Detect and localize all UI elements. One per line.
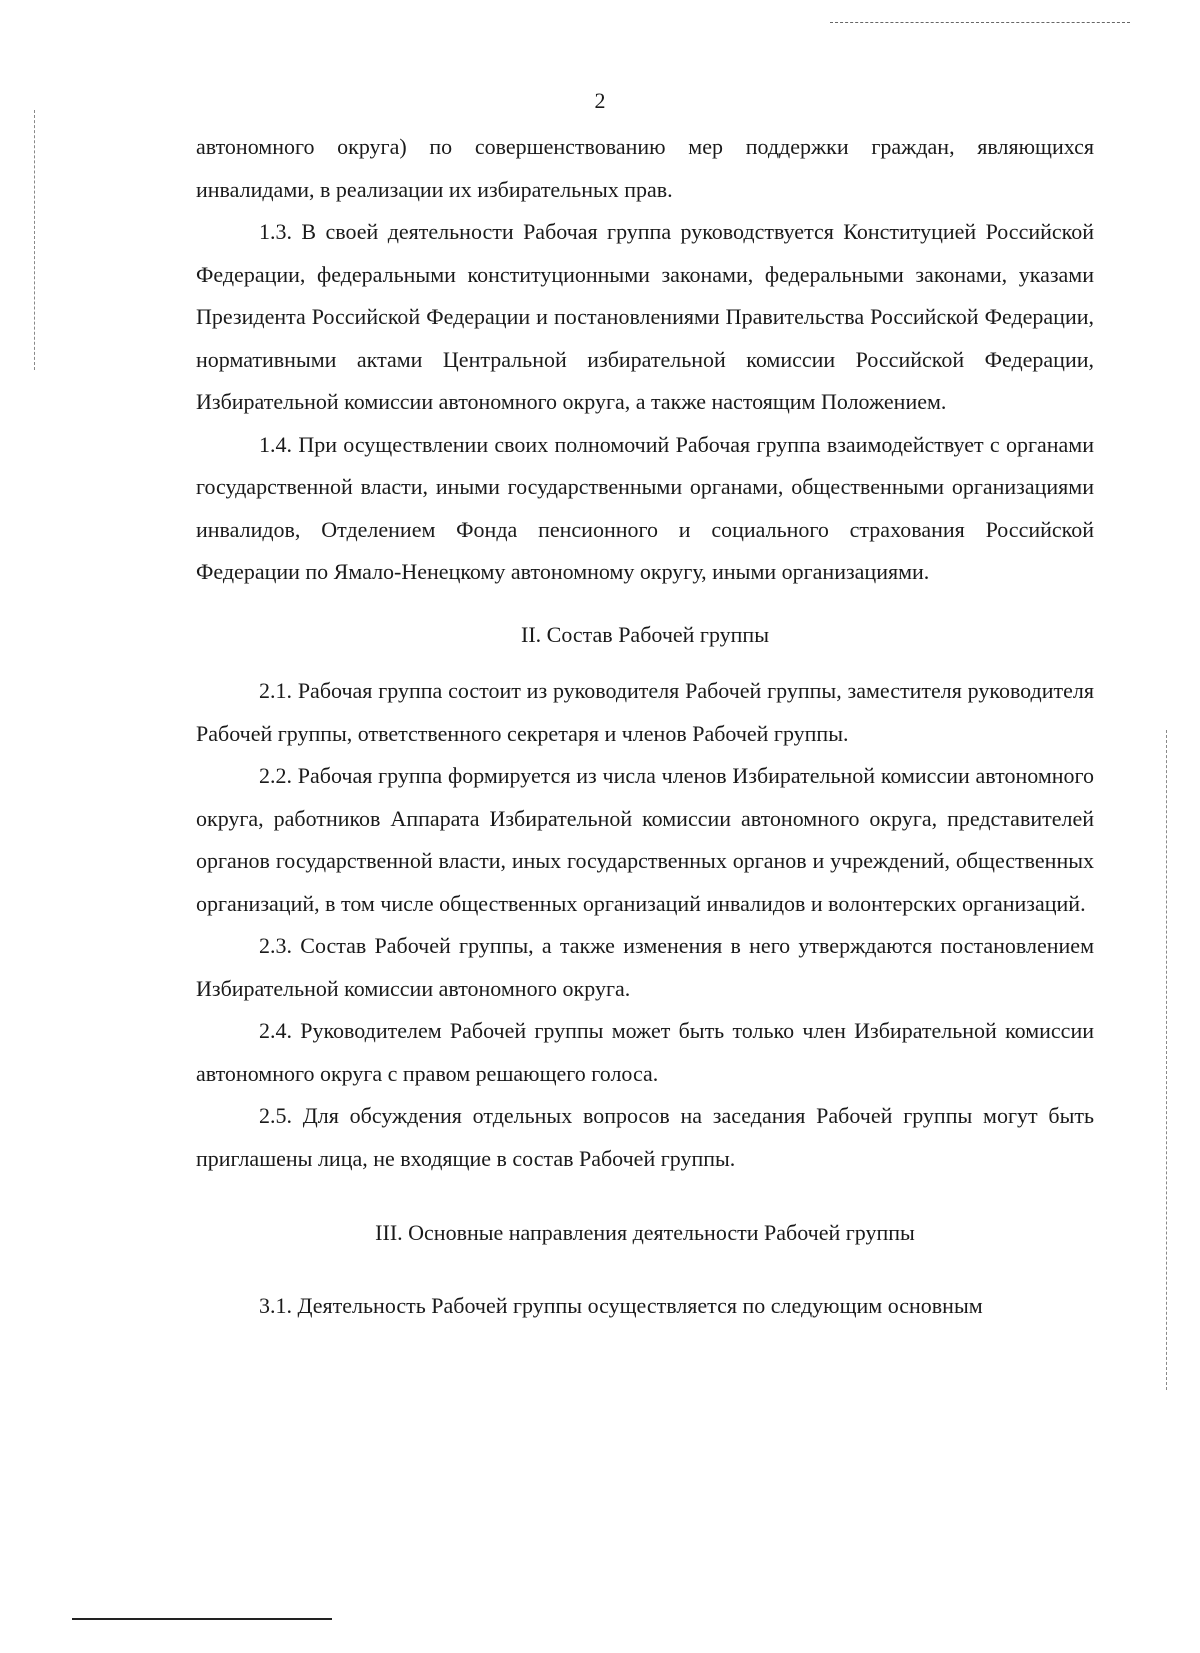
scan-artifact-left-margin: [34, 110, 35, 370]
section-3-heading: III. Основные направления деятельности Рабочей группы: [375, 1220, 915, 1245]
paragraph-2-1: 2.1. Рабочая группа состоит из руководителя Рабочей группы, заместителя руководителя Рабочей группы, ответственного секретаря и членов Рабочей группы.: [196, 678, 1094, 746]
section-2-heading: II. Состав Рабочей группы: [521, 621, 769, 647]
scan-artifact-right-margin: [1166, 730, 1167, 1390]
paragraph-2-4: 2.4. Руководителем Рабочей группы может быть только член Избирательной комиссии автономного округа с правом решающего голоса.: [196, 1018, 1094, 1086]
paragraph-1-3: 1.3. В своей деятельности Рабочая группа руководствуется Конституцией Российской Федерации, федеральными конституционными законами, федеральными законами, указами Президента Российской Федерации и постановлениями Правительства Российской Федерации, нормативными актами Центральной избирательной комиссии Российской Федерации, Избирательной комиссии автономного округа, а также настоящим Положением.: [196, 219, 1094, 414]
scan-artifact-bottom-left: [72, 1618, 332, 1620]
document-body: [196, 126, 1094, 1327]
paragraph-3-1: 3.1. Деятельность Рабочей группы осуществляется по следующим основным: [259, 1292, 983, 1318]
paragraph-2-5: 2.5. Для обсуждения отдельных вопросов на заседания Рабочей группы могут быть приглашены лица, не входящие в состав Рабочей группы.: [196, 1103, 1094, 1171]
page-number: 2: [594, 88, 606, 113]
paragraph-2-3: 2.3. Состав Рабочей группы, а также изменения в него утверждаются постановлением Избирательной комиссии автономного округа.: [196, 933, 1094, 1001]
paragraph-1-4: 1.4. При осуществлении своих полномочий Рабочая группа взаимодействует с органами государственной власти, иными государственными органами, общественными организациями инвалидов, Отделением Фонда пенсионного и социального страхования Российской Федерации по Ямало-Ненецкому автономному округу, иными организациями.: [196, 431, 1094, 584]
paragraph-intro: автономного округа) по совершенствованию мер поддержки граждан, являющихся инвалидами, в реализации их избирательных прав.: [196, 134, 1094, 202]
scan-artifact-top-right: [830, 22, 1130, 23]
paragraph-2-2: 2.2. Рабочая группа формируется из числа членов Избирательной комиссии автономного округа, работников Аппарата Избирательной комиссии автономного округа, представителей органов государственной власти, иных государственных органов и учреждений, общественных организаций, в том числе общественных организаций инвалидов и волонтерских организаций.: [196, 763, 1094, 916]
